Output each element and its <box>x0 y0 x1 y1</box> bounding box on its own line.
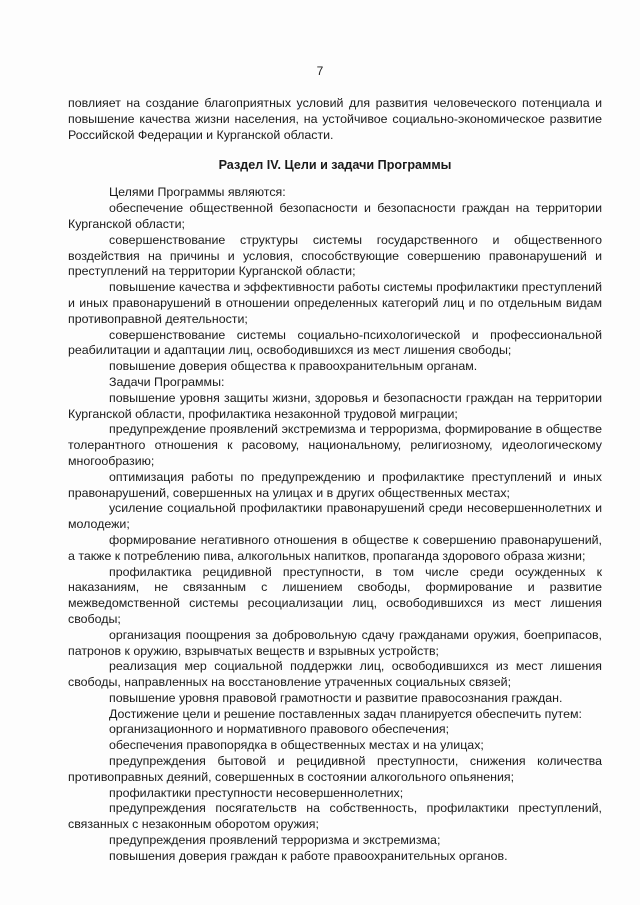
task-item: повышение уровня правовой грамотности и развитие правосознания граждан. <box>109 690 563 705</box>
task-item: оптимизация работы по предупреждению и профилактике преступлений и иных правонарушений, совершенных на улицах и в других общественных местах; <box>68 469 602 500</box>
measure-item: организационного и нормативного правового обеспечения; <box>109 722 450 737</box>
task-item: усиление социальной профилактики правонарушений среди несовершеннолетних и молодежи; <box>68 501 602 532</box>
tasks-heading: Задачи Программы: <box>109 374 225 389</box>
measure-item: предупреждения посягательств на собственность, профилактики преступлений, связанных с незаконным оборотом оружия; <box>68 801 602 832</box>
achievement-heading: Достижение цели и решение поставленных задач планируется обеспечить путем: <box>109 706 582 721</box>
task-item: предупреждение проявлений экстремизма и терроризма, формирование в обществе толерантного отношения к расовому, национальному, религиозному, идеологическому многообразию; <box>68 422 602 468</box>
measure-item: повышения доверия граждан к работе правоохранительных органов. <box>109 848 508 863</box>
measure-item: предупреждения бытовой и рецидивной преступности, снижения количества противоправных деяний, совершенных в состоянии алкогольного опьянения; <box>68 754 602 784</box>
task-item: профилактика рецидивной преступности, в том числе среди осужденных к наказаниям, не связанным с лишением свободы, формирование и развитие межведомственной системы ресоциализации лиц, освободившихся из мест лишения свободы; <box>68 564 602 626</box>
goal-item: повышение качества и эффективности работы системы профилактики преступлений и иных правонарушений в отношении определенных категорий лиц и по отдельным видам противоправной деятельности; <box>68 280 603 326</box>
goal-item: повышение доверия общества к правоохранительным органам. <box>109 359 478 374</box>
goal-item: совершенствование системы социально-психологической и профессиональной реабилитации и адаптации лиц, освободившихся из мест лишения свободы; <box>68 327 602 358</box>
measure-item: обеспечения правопорядка в общественных местах и на улицах; <box>109 738 484 753</box>
measures-list <box>68 722 602 864</box>
goal-item: обеспечение общественной безопасности и безопасности граждан на территории Курганской области; <box>68 201 602 231</box>
goals-list <box>68 201 602 375</box>
task-item: повышение уровня защиты жизни, здоровья и безопасности граждан на территории Курганской области, профилактика незаконной трудовой миграции; <box>68 390 602 421</box>
page-number: 7 <box>316 64 324 78</box>
task-item: реализация мер социальной поддержки лиц, освободившихся из мест лишения свободы, направленных на восстановление утраченных социальных связей; <box>68 659 602 690</box>
goal-item: совершенствование структуры системы государственного и общественного воздействия на причины и условия, способствующие совершению правонарушений и преступлений на территории Курганской области; <box>68 232 602 279</box>
goals-heading: Целями Программы являются: <box>109 185 286 200</box>
task-item: формирование негативного отношения в обществе к совершению правонарушений, а также к потреблению пива, алкогольных напитков, пропаганда здорового образа жизни; <box>68 532 602 563</box>
intro-paragraph: повлияет на создание благоприятных условий для развития человеческого потенциала и повышение качества жизни населения, на устойчивое социально-экономическое развитие Российской Федерации и Курганской области. <box>68 96 602 142</box>
measure-item: профилактики преступности несовершеннолетних; <box>109 785 404 800</box>
measure-item: предупреждения проявлений терроризма и экстремизма; <box>109 833 441 848</box>
tasks-list <box>68 391 602 707</box>
document-body <box>68 96 602 865</box>
section-title: Раздел IV. Цели и задачи Программы <box>218 158 452 173</box>
task-item: организация поощрения за добровольную сдачу гражданами оружия, боеприпасов, патронов к оружию, взрывчатых веществ и взрывных устройств; <box>68 627 602 658</box>
